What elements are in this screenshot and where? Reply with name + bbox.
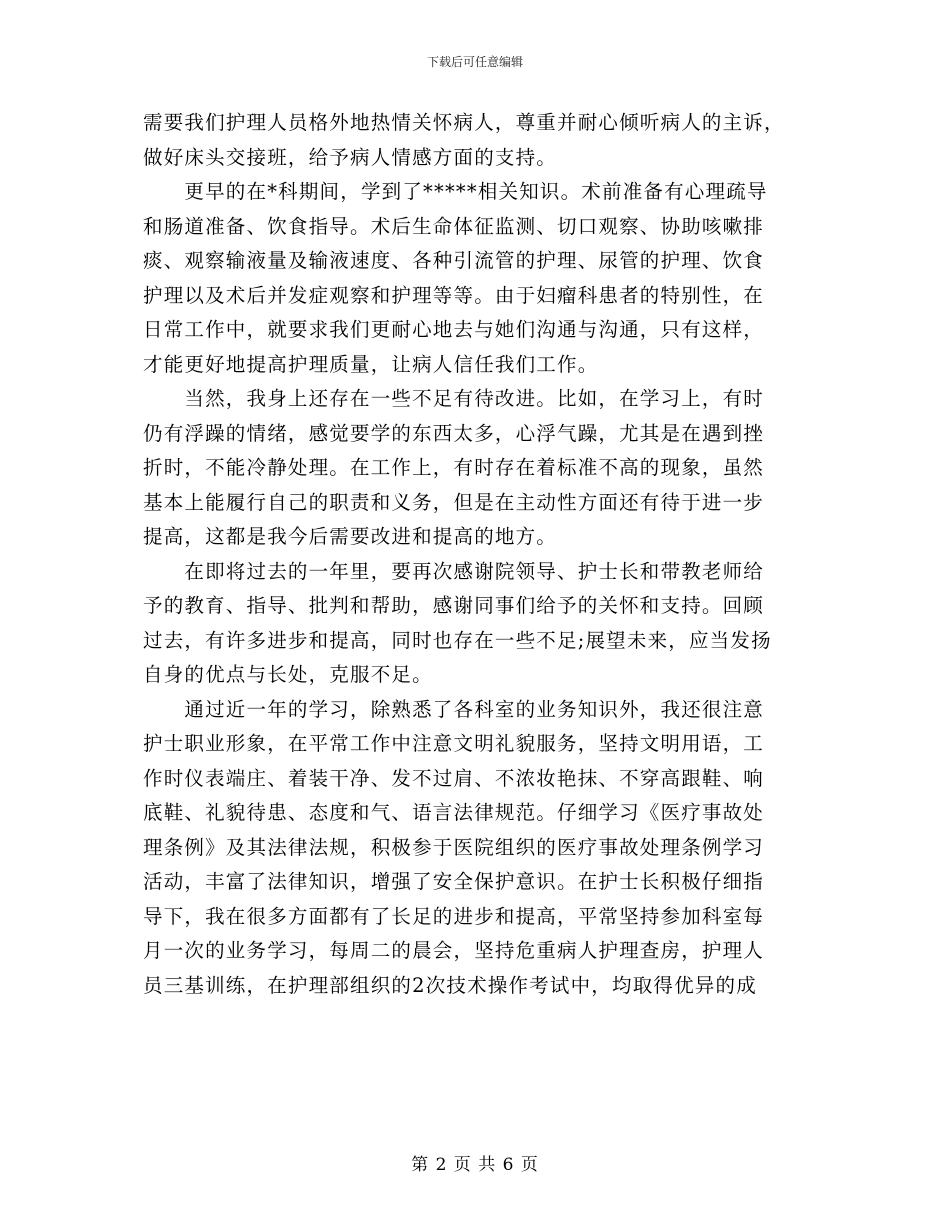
text-line: 底鞋、礼貌待患、态度和气、语言法律规范。仔细学习《医疗事故处 [143,801,765,824]
text-line: 折时，不能冷静处理。在工作上，有时存在着标准不高的现象，虽然 [143,456,765,479]
text-line: 需要我们护理人员格外地热情关怀病人，尊重并耐心倾听病人的主诉， [143,111,785,134]
text-line: 理条例》及其法律法规，积极参于医院组织的医疗事故处理条例学习 [143,835,765,859]
paragraph-4 [143,555,808,693]
text-line: 通过近一年的学习，除熟悉了各科室的业务知识外，我还很注意 [143,697,765,721]
paragraph-2 [143,175,808,382]
text-line: 予的教育、指导、批判和帮助，感谢同事们给予的关怀和支持。回顾 [143,594,765,617]
paragraph-1 [143,106,808,175]
text-line: 月一次的业务学习，每周二的晨会，坚持危重病人护理查房，护理人 [143,939,765,962]
text-line: 日常工作中，就要求我们更耐心地去与她们沟通与沟通，只有这样， [143,318,765,341]
text-line: 当然，我身上还存在一些不足有待改进。比如，在学习上，有时 [143,387,765,410]
text-line: 自身的优点与长处，克服不足。 [143,663,433,686]
paragraph-3 [143,382,808,555]
text-line: 员三基训练，在护理部组织的2次技术操作考试中，均取得优异的成 [143,973,757,997]
text-line: 和肠道准备、饮食指导。术后生命体征监测、切口观察、协助咳嗽排 [143,214,765,238]
text-line: 导下，我在很多方面都有了长足的进步和提高，平常坚持参加科室每 [143,904,765,928]
text-line: 痰、观察输液量及输液速度、各种引流管的护理、尿管的护理、饮食 [143,249,765,272]
text-line: 仍有浮躁的情绪，感觉要学的东西太多，心浮气躁，尤其是在遇到挫 [143,421,765,445]
text-line: 过去，有许多进步和提高，同时也存在一些不足;展望未来，应当发扬 [143,628,772,652]
paragraph-5 [143,693,808,1004]
text-line: 在即将过去的一年里，要再次感谢院领导、护士长和带教老师给 [143,559,765,583]
page-footer: 第 2 页 共 6 页 [411,1155,539,1175]
text-line: 做好床头交接班，给予病人情感方面的支持。 [143,145,558,169]
page-header: 下载后可任意编辑 [426,55,523,69]
text-line: 才能更好地提高护理质量，让病人信任我们工作。 [143,352,599,376]
text-line: 基本上能履行自己的职责和义务，但是在主动性方面还有待于进一步 [143,490,765,514]
text-line: 提高，这都是我今后需要改进和提高的地方。 [143,525,558,548]
text-line: 护士职业形象，在平常工作中注意文明礼貌服务，坚持文明用语，工 [143,732,765,755]
document-body [143,106,808,1003]
text-line: 活动，丰富了法律知识，增强了安全保护意识。在护士长积极仔细指 [143,870,765,893]
text-line: 护理以及术后并发症观察和护理等等。由于妇瘤科患者的特别性，在 [143,283,765,307]
text-line: 更早的在*科期间，学到了*****相关知识。术前准备有心理疏导 [143,180,768,203]
text-line: 作时仪表端庄、着装干净、发不过肩、不浓妆艳抹、不穿高跟鞋、响 [143,766,765,790]
